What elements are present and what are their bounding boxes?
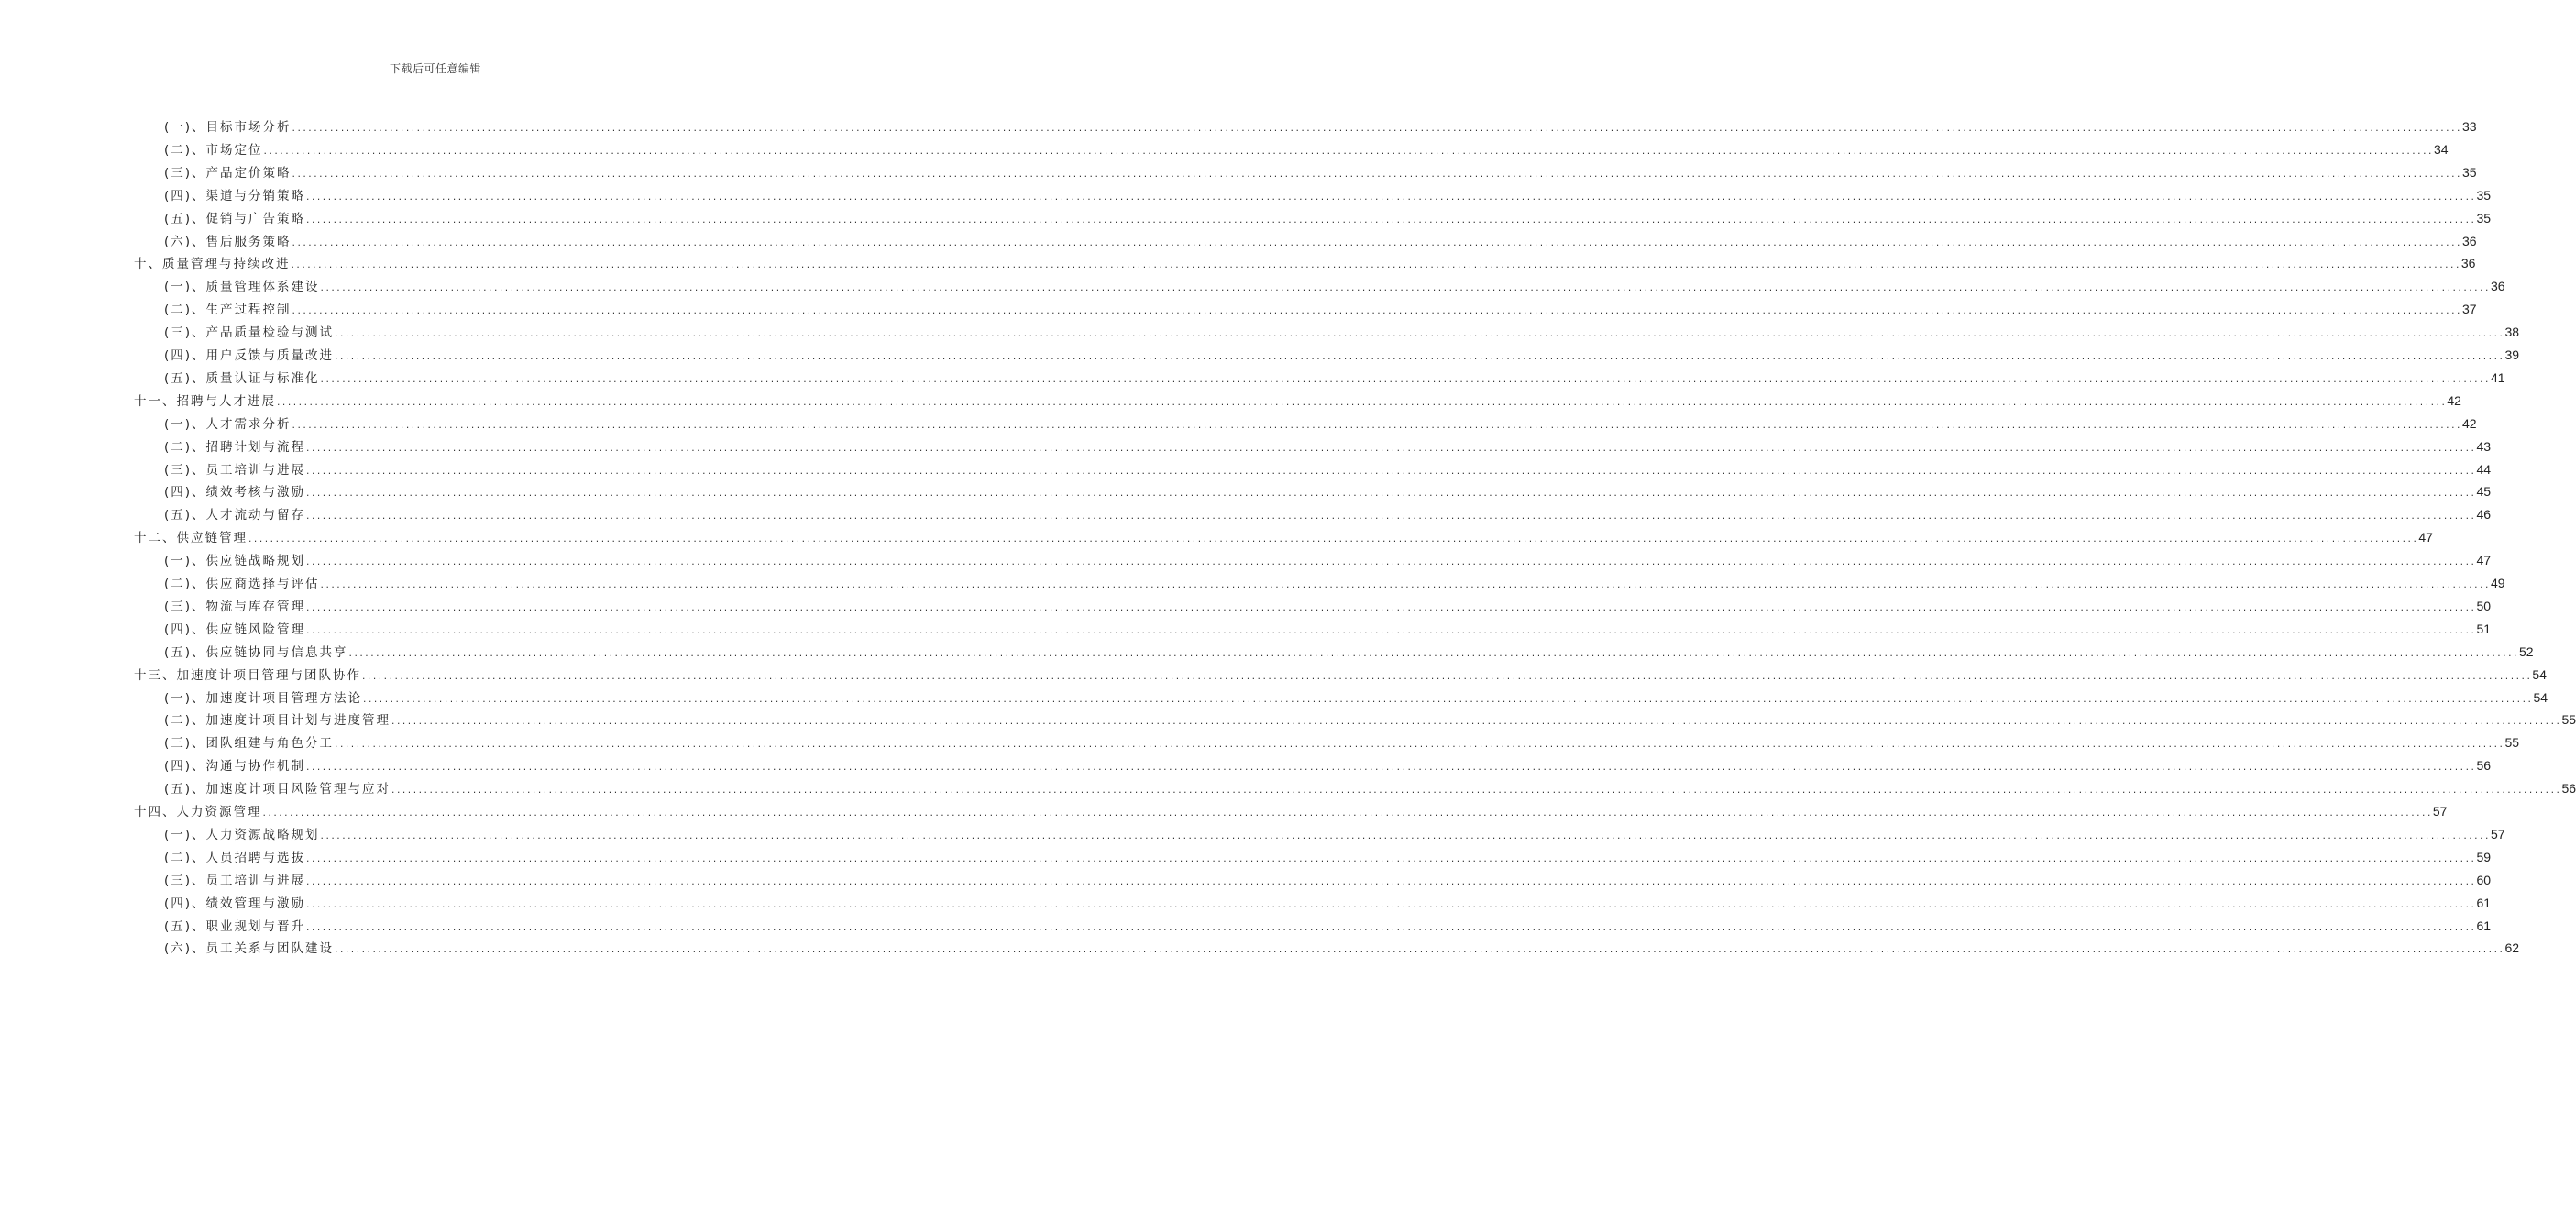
toc-entry-title: (四)、用户反馈与质量改进: [164, 348, 335, 363]
toc-dot-leader: ................................................................................................................................................................................................................................................................................................................................................................................................................: [334, 946, 2504, 956]
toc-dot-leader: ................................................................................................................................................................................................................................................................................................................................................................................................................: [290, 261, 2460, 271]
toc-entry-page-number: 36: [2490, 279, 2505, 294]
toc-entry-page-number: 49: [2490, 576, 2505, 590]
toc-section-entry[interactable]: [164, 641, 2534, 664]
toc-dot-leader: ................................................................................................................................................................................................................................................................................................................................................................................................................: [361, 672, 2532, 682]
toc-entry-title: (五)、促销与广告策略: [164, 211, 306, 226]
toc-section-entry[interactable]: [164, 618, 2492, 641]
toc-dot-leader: ................................................................................................................................................................................................................................................................................................................................................................................................................: [261, 809, 2432, 819]
toc-section-entry[interactable]: [164, 367, 2505, 390]
toc-entry-page-number: 41: [2490, 369, 2505, 385]
toc-dot-leader: ................................................................................................................................................................................................................................................................................................................................................................................................................: [334, 741, 2504, 751]
toc-entry-page-number: 42: [2447, 392, 2461, 408]
toc-dot-leader: ................................................................................................................................................................................................................................................................................................................................................................................................................: [334, 330, 2504, 340]
toc-section-entry[interactable]: [164, 709, 2576, 732]
toc-entry-page-number: 56: [2476, 758, 2492, 774]
toc-dot-leader: ................................................................................................................................................................................................................................................................................................................................................................................................................: [319, 831, 2490, 842]
toc-section-entry[interactable]: [164, 458, 2492, 481]
toc-entry-title: (二)、生产过程控制: [164, 302, 292, 318]
toc-entry-page-number: 33: [2461, 119, 2477, 134]
toc-dot-leader: ................................................................................................................................................................................................................................................................................................................................................................................................................: [305, 923, 2476, 933]
toc-entry-title: (三)、员工培训与进展: [164, 462, 306, 478]
toc-entry-title: (三)、员工培训与进展: [164, 873, 306, 888]
toc-entry-title: (二)、招聘计划与流程: [164, 439, 306, 455]
toc-dot-leader: ................................................................................................................................................................................................................................................................................................................................................................................................................: [305, 512, 2476, 522]
toc-section-entry[interactable]: [164, 321, 2520, 344]
toc-section-entry[interactable]: [164, 892, 2492, 915]
toc-section-entry[interactable]: [164, 298, 2477, 321]
toc-entry-page-number: 61: [2476, 918, 2492, 933]
toc-dot-leader: ................................................................................................................................................................................................................................................................................................................................................................................................................: [391, 786, 2561, 797]
toc-dot-leader: ................................................................................................................................................................................................................................................................................................................................................................................................................: [248, 535, 2418, 545]
toc-entry-title: (五)、人才流动与留存: [164, 508, 306, 523]
toc-section-entry[interactable]: [164, 480, 2492, 503]
toc-entry-title: (一)、目标市场分析: [164, 120, 292, 135]
toc-entry-page-number: 47: [2476, 553, 2492, 568]
toc-dot-leader: ................................................................................................................................................................................................................................................................................................................................................................................................................: [362, 695, 2533, 705]
toc-entry-page-number: 60: [2476, 872, 2492, 887]
toc-entry-title: (五)、供应链协同与信息共享: [164, 644, 348, 660]
toc-entry-title: (一)、人才需求分析: [164, 416, 292, 432]
toc-entry-title: (三)、产品定价策略: [164, 165, 292, 181]
toc-entry-page-number: 34: [2433, 141, 2449, 157]
toc-dot-leader: ................................................................................................................................................................................................................................................................................................................................................................................................................: [319, 581, 2490, 590]
toc-entry-page-number: 36: [2461, 233, 2477, 248]
toc-entry-title: (四)、绩效管理与激励: [164, 896, 306, 911]
toc-dot-leader: ................................................................................................................................................................................................................................................................................................................................................................................................................: [291, 238, 2461, 248]
toc-entry-title: (六)、员工关系与团队建设: [164, 941, 335, 957]
toc-entry-page-number: 50: [2476, 598, 2492, 613]
toc-dot-leader: ................................................................................................................................................................................................................................................................................................................................................................................................................: [305, 490, 2476, 500]
toc-section-entry[interactable]: [164, 503, 2492, 526]
toc-section-entry[interactable]: [164, 846, 2492, 869]
toc-entry-title: 十三、加速度计项目管理与团队协作: [134, 667, 361, 683]
toc-entry-page-number: 56: [2561, 781, 2576, 797]
toc-section-entry[interactable]: [164, 549, 2492, 572]
toc-section-entry[interactable]: [164, 184, 2492, 207]
toc-section-entry[interactable]: [164, 732, 2520, 754]
toc-section-entry[interactable]: [164, 595, 2492, 618]
toc-dot-leader: ................................................................................................................................................................................................................................................................................................................................................................................................................: [305, 626, 2476, 636]
toc-entry-page-number: 54: [2532, 666, 2547, 682]
toc-entry-page-number: 37: [2461, 302, 2477, 317]
toc-dot-leader: ................................................................................................................................................................................................................................................................................................................................................................................................................: [391, 718, 2561, 728]
toc-dot-leader: ................................................................................................................................................................................................................................................................................................................................................................................................................: [319, 375, 2490, 385]
toc-dot-leader: ................................................................................................................................................................................................................................................................................................................................................................................................................: [305, 603, 2476, 613]
toc-dot-leader: ................................................................................................................................................................................................................................................................................................................................................................................................................: [305, 215, 2476, 226]
toc-entry-page-number: 59: [2476, 849, 2492, 864]
toc-dot-leader: ................................................................................................................................................................................................................................................................................................................................................................................................................: [305, 467, 2476, 477]
toc-entry-title: (三)、团队组建与角色分工: [164, 736, 335, 752]
toc-entry-page-number: 46: [2476, 507, 2492, 522]
toc-dot-leader: ................................................................................................................................................................................................................................................................................................................................................................................................................: [291, 421, 2461, 431]
toc-entry-page-number: 57: [2490, 826, 2505, 842]
toc-entry-title: (一)、人力资源战略规划: [164, 827, 320, 842]
toc-dot-leader: ................................................................................................................................................................................................................................................................................................................................................................................................................: [347, 649, 2518, 659]
page-header: 下载后可任意编辑: [389, 62, 481, 75]
toc-section-entry[interactable]: [164, 207, 2492, 230]
toc-entry-page-number: 42: [2461, 415, 2477, 431]
toc-dot-leader: ................................................................................................................................................................................................................................................................................................................................................................................................................: [305, 900, 2476, 910]
toc-section-entry[interactable]: [164, 687, 2548, 710]
toc-dot-leader: ................................................................................................................................................................................................................................................................................................................................................................................................................: [305, 877, 2476, 887]
toc-entry-title: (五)、加速度计项目风险管理与应对: [164, 782, 391, 798]
toc-section-entry[interactable]: [164, 435, 2492, 458]
toc-section-entry[interactable]: [164, 138, 2449, 161]
toc-entry-page-number: 57: [2432, 804, 2448, 819]
toc-entry-title: (六)、售后服务策略: [164, 234, 292, 249]
toc-entry-title: (五)、职业规划与晋升: [164, 918, 306, 934]
toc-entry-page-number: 55: [2561, 712, 2576, 728]
toc-section-entry[interactable]: [164, 777, 2576, 800]
toc-entry-title: (一)、质量管理体系建设: [164, 280, 320, 295]
toc-chapter-entry[interactable]: [134, 390, 2461, 412]
toc-entry-page-number: 43: [2476, 438, 2492, 454]
toc-entry-title: (五)、质量认证与标准化: [164, 370, 320, 386]
toc-dot-leader: ................................................................................................................................................................................................................................................................................................................................................................................................................: [305, 854, 2476, 864]
toc-dot-leader: ................................................................................................................................................................................................................................................................................................................................................................................................................: [291, 170, 2461, 180]
toc-section-entry[interactable]: [164, 823, 2505, 846]
toc-dot-leader: ................................................................................................................................................................................................................................................................................................................................................................................................................: [305, 192, 2476, 203]
toc-section-entry[interactable]: [164, 937, 2520, 960]
toc-entry-page-number: 39: [2504, 347, 2520, 362]
toc-dot-leader: ................................................................................................................................................................................................................................................................................................................................................................................................................: [305, 444, 2476, 454]
toc-entry-page-number: 36: [2460, 256, 2476, 271]
toc-section-entry[interactable]: [164, 869, 2492, 892]
toc-entry-page-number: 55: [2504, 735, 2520, 751]
toc-dot-leader: ................................................................................................................................................................................................................................................................................................................................................................................................................: [334, 353, 2504, 362]
toc-entry-page-number: 61: [2476, 895, 2492, 910]
toc-entry-page-number: 54: [2533, 689, 2548, 705]
toc-entry-title: (一)、加速度计项目管理方法论: [164, 690, 363, 706]
toc-entry-title: 十、质量管理与持续改进: [134, 257, 291, 272]
toc-section-entry[interactable]: [164, 116, 2477, 138]
toc-chapter-entry[interactable]: [134, 526, 2433, 549]
toc-entry-title: (三)、物流与库存管理: [164, 599, 306, 614]
toc-entry-title: (四)、沟通与协作机制: [164, 759, 306, 775]
toc-entry-page-number: 44: [2476, 461, 2492, 477]
toc-entry-title: (二)、供应商选择与评估: [164, 577, 320, 591]
toc-dot-leader: ................................................................................................................................................................................................................................................................................................................................................................................................................: [276, 398, 2447, 408]
toc-entry-page-number: 38: [2504, 324, 2520, 340]
toc-entry-page-number: 52: [2518, 644, 2534, 659]
toc-entry-title: (二)、加速度计项目计划与进度管理: [164, 713, 391, 729]
toc-entry-title: 十四、人力资源管理: [134, 805, 262, 820]
toc-section-entry[interactable]: [164, 754, 2492, 777]
toc-dot-leader: ................................................................................................................................................................................................................................................................................................................................................................................................................: [305, 558, 2476, 568]
toc-entry-page-number: 51: [2476, 621, 2492, 636]
toc-entry-page-number: 35: [2476, 210, 2492, 226]
toc-section-entry[interactable]: [164, 572, 2505, 595]
toc-section-entry[interactable]: [164, 412, 2477, 435]
toc-entry-title: 十二、供应链管理: [134, 531, 248, 546]
toc-entry-page-number: 35: [2461, 164, 2477, 180]
toc-dot-leader: ................................................................................................................................................................................................................................................................................................................................................................................................................: [262, 147, 2433, 157]
toc-section-entry[interactable]: [164, 230, 2477, 253]
toc-entry-page-number: 45: [2476, 484, 2492, 500]
toc-chapter-entry[interactable]: [134, 664, 2547, 687]
toc-entry-title: (二)、人员招聘与选拔: [164, 850, 306, 865]
toc-entry-title: (四)、供应链风险管理: [164, 622, 306, 637]
toc-section-entry[interactable]: [164, 275, 2505, 298]
toc-dot-leader: ................................................................................................................................................................................................................................................................................................................................................................................................................: [319, 284, 2490, 294]
toc-entry-title: (一)、供应链战略规划: [164, 554, 306, 569]
toc-entry-title: (三)、产品质量检验与测试: [164, 325, 335, 341]
toc-entry-page-number: 35: [2476, 187, 2492, 203]
toc-entry-title: (二)、市场定位: [164, 142, 263, 158]
toc-entry-title: (四)、渠道与分销策略: [164, 188, 306, 204]
toc-dot-leader: ................................................................................................................................................................................................................................................................................................................................................................................................................: [291, 125, 2461, 134]
toc-entry-page-number: 47: [2418, 530, 2433, 545]
toc-section-entry[interactable]: [164, 161, 2477, 184]
toc-chapter-entry[interactable]: [134, 252, 2476, 275]
toc-entry-page-number: 62: [2504, 940, 2520, 956]
toc-entry-title: 十一、招聘与人才进展: [134, 393, 276, 409]
toc-chapter-entry[interactable]: [134, 800, 2448, 823]
toc-entry-title: (四)、绩效考核与激励: [164, 485, 306, 500]
toc-section-entry[interactable]: [164, 915, 2492, 938]
toc-dot-leader: ................................................................................................................................................................................................................................................................................................................................................................................................................: [305, 764, 2476, 774]
toc-section-entry[interactable]: [164, 344, 2520, 367]
toc-dot-leader: ................................................................................................................................................................................................................................................................................................................................................................................................................: [291, 307, 2461, 317]
